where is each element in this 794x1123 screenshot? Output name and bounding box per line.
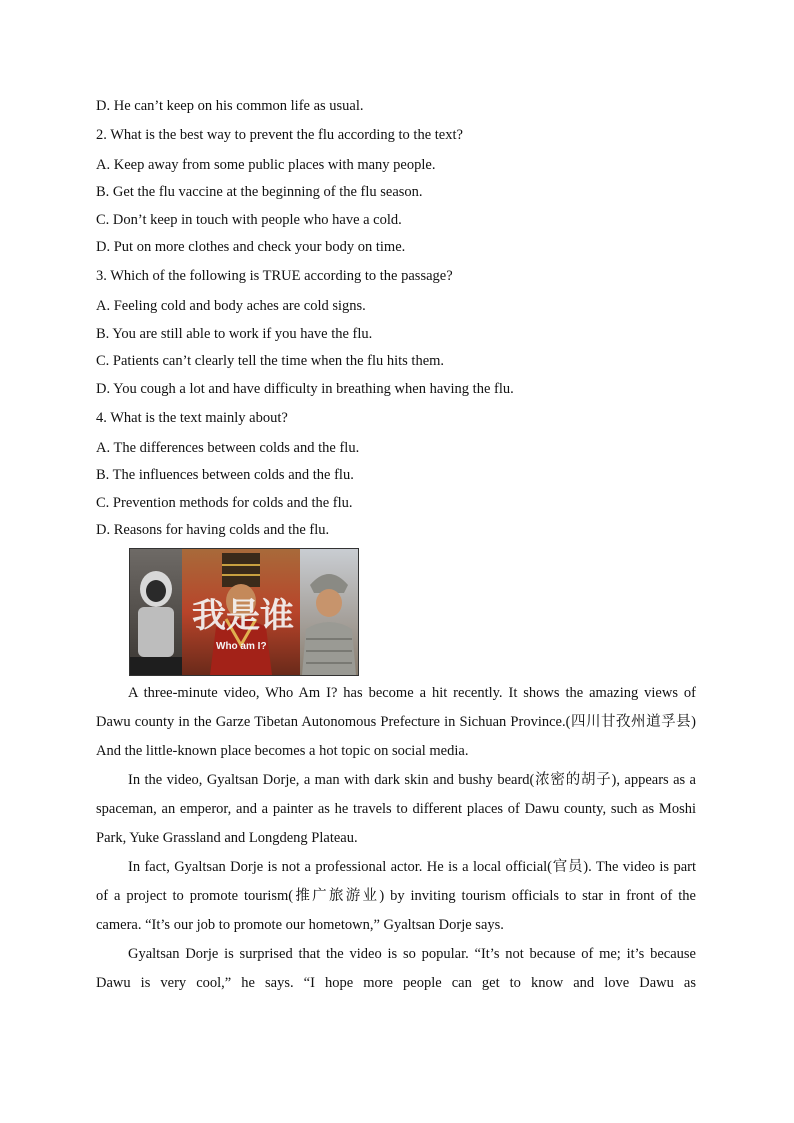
video-caption: Who am I? bbox=[216, 641, 267, 652]
calligraphy-title: 我是谁 bbox=[192, 596, 294, 636]
q2-stem: 2. What is the best way to prevent the flu according to the text? bbox=[96, 127, 463, 143]
q4-option-b: B. The influences between colds and the flu. bbox=[96, 467, 354, 483]
q4-option-d: D. Reasons for having colds and the flu. bbox=[96, 522, 330, 538]
q4-stem: 4. What is the text mainly about? bbox=[96, 410, 288, 426]
q3-option-c: C. Patients can’t clearly tell the time when the flu hits them. bbox=[96, 353, 445, 369]
q2-option-d: D. Put on more clothes and check your body on time. bbox=[96, 239, 406, 255]
video-still-photo bbox=[129, 548, 359, 676]
passage-paragraph-4: Gyaltsan Dorje is surprised that the video is so popular. “It’s not because of me; it’s because Dawu is very cool,” he says. “I hope more people can get to know and love Dawu as bbox=[96, 946, 696, 991]
passage-paragraph-2: In the video, Gyaltsan Dorje, a man with dark skin and bushy beard(浓密的胡子), appears as a spaceman, an emperor, and a painter as he travels to different places of Dawu county, such as Moshi Park, Yuke Grassland and Longdeng Plateau. bbox=[96, 772, 696, 846]
q1-option-d: D. He can’t keep on his common life as usual. bbox=[96, 98, 364, 114]
q4-option-c: C. Prevention methods for colds and the flu. bbox=[96, 495, 353, 511]
q3-option-b: B. You are still able to work if you have the flu. bbox=[96, 326, 373, 342]
q3-stem: 3. Which of the following is TRUE according to the passage? bbox=[96, 268, 453, 284]
video-collage-image bbox=[130, 549, 358, 675]
q2-option-b: B. Get the flu vaccine at the beginning of the flu season. bbox=[96, 184, 423, 200]
passage-paragraph-3: In fact, Gyaltsan Dorje is not a professional actor. He is a local official(官员). The video is part of a project to promote tourism(推广旅游业) by inviting tourism officials to star in front of the camera. “It’s our job to promote our hometown,” Gyaltsan Dorje says. bbox=[96, 859, 696, 933]
passage-paragraph-1: A three-minute video, Who Am I? has become a hit recently. It shows the amazing views of Dawu county in the Garze Tibetan Autonomous Prefecture in Sichuan Province.(四川甘孜州道孚县) And the little-known place becomes a hot topic on social media. bbox=[96, 685, 696, 759]
q2-option-c: C. Don’t keep in touch with people who have a cold. bbox=[96, 212, 402, 228]
q4-option-a: A. The differences between colds and the flu. bbox=[96, 440, 360, 456]
q3-option-d: D. You cough a lot and have difficulty in breathing when having the flu. bbox=[96, 381, 514, 397]
q3-option-a: A. Feeling cold and body aches are cold signs. bbox=[96, 298, 366, 314]
q2-option-a: A. Keep away from some public places with many people. bbox=[96, 157, 436, 173]
